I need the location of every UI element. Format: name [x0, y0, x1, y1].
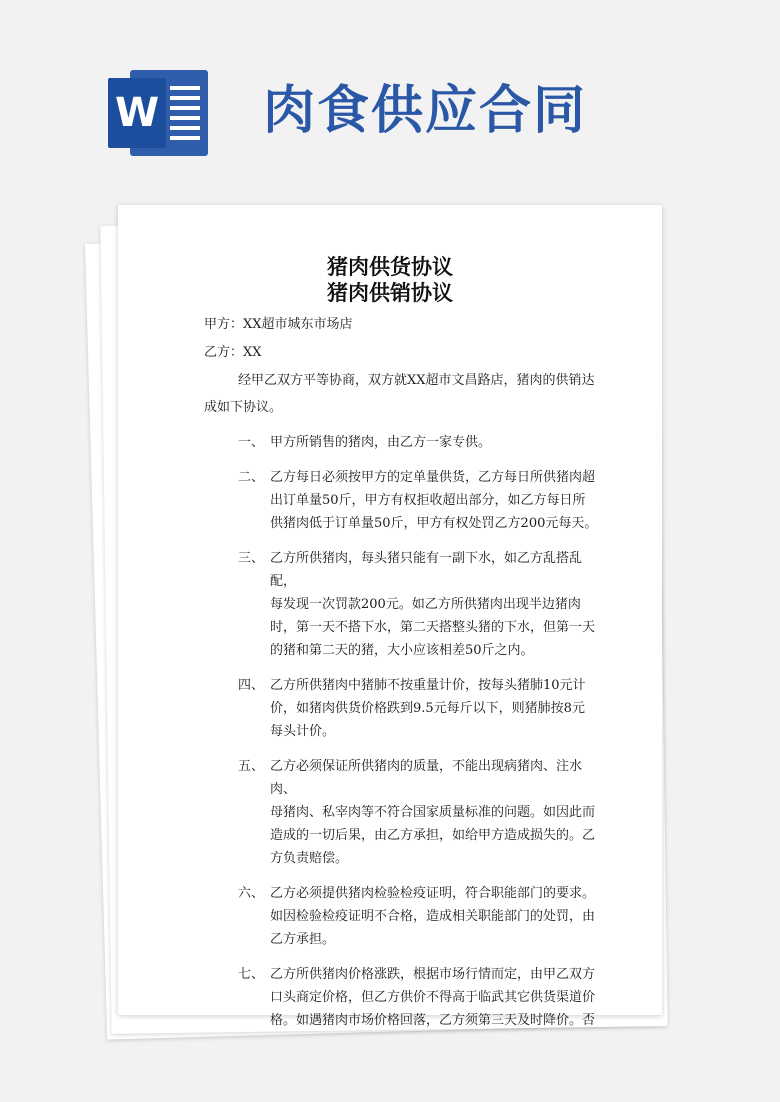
clause-line: 的猪和第二天的猪，大小应该相差50斤之内。	[270, 643, 534, 658]
clause-line: 格。如遇猪肉市场价格回落，乙方须第三天及时降价。否	[270, 1013, 596, 1028]
clause-number: 一、	[238, 435, 265, 450]
clause-line: 乙方必须保证所供猪肉的质量，不能出现病猪肉、注水肉、	[270, 759, 583, 797]
party-b: 乙方：XX	[204, 345, 262, 360]
clause-line: 出订单量50斤，甲方有权拒收超出部分，如乙方每日所	[270, 493, 586, 508]
clause-3	[118, 547, 662, 662]
clause-1	[118, 431, 662, 454]
clause-line: 乙方所供猪肉价格涨跌，根据市场行情而定，由甲乙双方	[270, 967, 596, 982]
header	[0, 0, 780, 190]
clause-line: 乙方必须提供猪肉检验检疫证明，符合职能部门的要求。	[270, 886, 596, 901]
banner-title: 肉食供应合同	[263, 81, 588, 141]
word-icon	[108, 70, 208, 156]
clause-line: 母猪肉、私宰肉等不符合国家质量标准的问题。如因此而	[270, 805, 596, 820]
clause-line: 口头商定价格，但乙方供价不得高于临武其它供货渠道价	[270, 990, 596, 1005]
clause-2	[118, 466, 662, 535]
intro-line1: 经甲乙双方平等协商，双方就XX超市文昌路店，猪肉的供销达	[238, 373, 595, 388]
intro-line2: 成如下协议。	[204, 400, 283, 415]
clause-number: 二、	[238, 470, 265, 485]
clause-line: 乙方承担。	[270, 932, 336, 947]
word-icon-letter: W	[108, 78, 166, 148]
clause-5	[118, 755, 662, 870]
clause-line: 时，第一天不搭下水，第二天搭整头猪的下水，但第一天	[270, 620, 596, 635]
clause-number: 四、	[238, 678, 265, 693]
clause-line: 乙方每日必须按甲方的定单量供货，乙方每日所供猪肉超	[270, 470, 596, 485]
party-a: 甲方：XX超市城东市场店	[204, 317, 353, 332]
clause-7	[118, 963, 662, 1032]
clause-line: 每发现一次罚款200元。如乙方所供猪肉出现半边猪肉	[270, 597, 581, 612]
word-icon-lines	[170, 86, 200, 146]
clause-line: 价，如猪肉供货价格跌到9.5元每斤以下，则猪肺按8元	[270, 701, 585, 716]
clause-line: 如因检验检疫证明不合格，造成相关职能部门的处罚，由	[270, 909, 596, 924]
clause-4	[118, 674, 662, 743]
clause-line: 供猪肉低于订单量50斤，甲方有权处罚乙方200元每天。	[270, 516, 598, 531]
clause-line: 方负责赔偿。	[270, 851, 349, 866]
clause-line: 乙方所供猪肉中猪肺不按重量计价，按每头猪肺10元计	[270, 678, 586, 693]
document-page	[118, 205, 662, 1028]
clause-line: 造成的一切后果，由乙方承担，如给甲方造成损失的。乙	[270, 828, 596, 843]
document-body	[118, 313, 662, 1044]
page-title-line2: 猪肉供销协议	[327, 281, 453, 305]
clause-line: 每头计价。	[270, 724, 336, 739]
clause-number: 三、	[238, 551, 265, 566]
clause-line: 甲方所销售的猪肉，由乙方一家专供。	[270, 435, 492, 450]
page-title-line1: 猪肉供货协议	[327, 255, 453, 279]
clause-line: 乙方所供猪肉，每头猪只能有一副下水，如乙方乱搭乱配，	[270, 551, 583, 589]
clause-6	[118, 882, 662, 951]
clause-number: 七、	[238, 967, 265, 982]
clause-number: 六、	[238, 886, 265, 901]
clause-number: 五、	[238, 759, 265, 774]
